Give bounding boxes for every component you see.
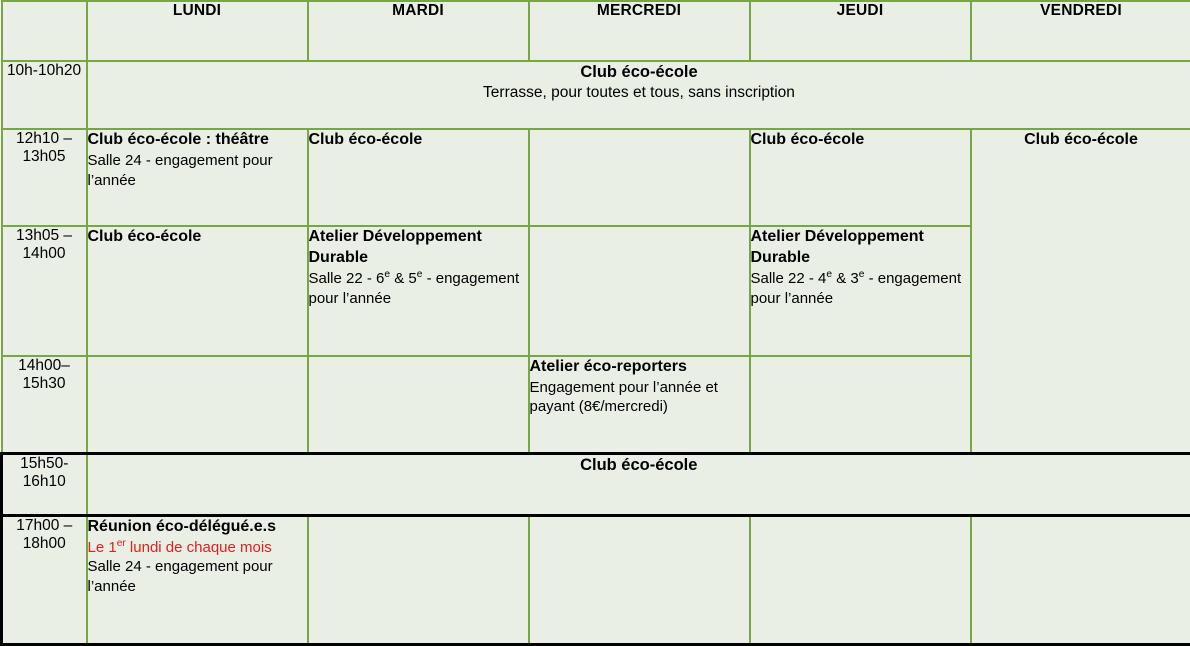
event-club-eco-ecole-matin	[87, 61, 1190, 129]
time-label-1700: 17h00 – 18h00	[2, 515, 87, 644]
event-subtitle: Salle 24 - engagement pour l’année	[87, 558, 273, 595]
table-row	[2, 129, 1190, 226]
event-jeudi-1210	[750, 129, 971, 226]
event-title: Club éco-école	[750, 131, 865, 149]
column-header-lundi: LUNDI	[87, 1, 308, 61]
event-title: Club éco-école : théâtre	[87, 131, 269, 149]
time-label-1400: 14h00–15h30	[2, 356, 87, 454]
event-title: Atelier Développement Durable	[750, 228, 924, 267]
column-header-jeudi: JEUDI	[750, 1, 971, 61]
event-mardi-1210	[308, 129, 529, 226]
event-mardi-1700-empty	[308, 515, 529, 644]
corner-cell	[2, 1, 87, 61]
table-row	[2, 454, 1190, 515]
event-jeudi-1305	[750, 226, 971, 356]
event-title: Club éco-école	[87, 228, 202, 246]
event-note-red: Le 1er lundi de chaque mois	[87, 537, 272, 556]
time-label-1210: 12h10 – 13h05	[2, 129, 87, 226]
column-header-mercredi: MERCREDI	[529, 1, 750, 61]
event-title: Atelier éco-reporters	[529, 358, 687, 376]
table-row	[2, 61, 1190, 129]
event-lundi-1305	[87, 226, 308, 356]
event-lundi-1400-empty	[87, 356, 308, 454]
event-vendredi-club-eco-ecole	[971, 129, 1190, 454]
table-row	[2, 515, 1190, 644]
event-title: Club éco-école	[580, 456, 698, 475]
event-subtitle: Salle 22 - 6e & 5e - engagement pour l’année	[308, 269, 520, 307]
event-title: Club éco-école	[308, 131, 423, 149]
event-jeudi-1700-empty	[750, 515, 971, 644]
column-header-mardi: MARDI	[308, 1, 529, 61]
event-mercredi-1305-empty	[529, 226, 750, 356]
event-title: Réunion éco-délégué.e.s	[87, 517, 276, 535]
time-label-1000: 10h-10h20	[2, 61, 87, 129]
event-mercredi-1700-empty	[529, 515, 750, 644]
event-jeudi-1400-empty	[750, 356, 971, 454]
column-header-vendredi: VENDREDI	[971, 1, 1190, 61]
event-mardi-1400-empty	[308, 356, 529, 454]
event-mercredi-1210-empty	[529, 129, 750, 226]
event-subtitle: Engagement pour l’année et payant (8€/mercredi)	[529, 378, 718, 416]
event-title: Club éco-école	[580, 63, 698, 81]
event-subtitle: Salle 24 - engagement pour l’année	[87, 152, 273, 189]
event-lundi-1210	[87, 129, 308, 226]
event-subtitle: Salle 22 - 4e & 3e - engagement pour l’année	[750, 269, 962, 307]
event-club-eco-ecole-apres-midi	[87, 454, 1190, 515]
event-mardi-1305	[308, 226, 529, 356]
time-label-1305: 13h05 – 14h00	[2, 226, 87, 356]
event-subtitle: Terrasse, pour toutes et tous, sans inscription	[483, 84, 795, 102]
event-mercredi-atelier-eco-reporters	[529, 356, 750, 454]
event-title: Club éco-école	[1024, 131, 1138, 149]
time-label-1550: 15h50-16h10	[2, 454, 87, 515]
table-header-row	[2, 1, 1190, 61]
event-lundi-reunion-eco-delegues	[87, 515, 308, 644]
event-vendredi-1700-empty	[971, 515, 1190, 644]
event-title: Atelier Développement Durable	[308, 228, 482, 267]
